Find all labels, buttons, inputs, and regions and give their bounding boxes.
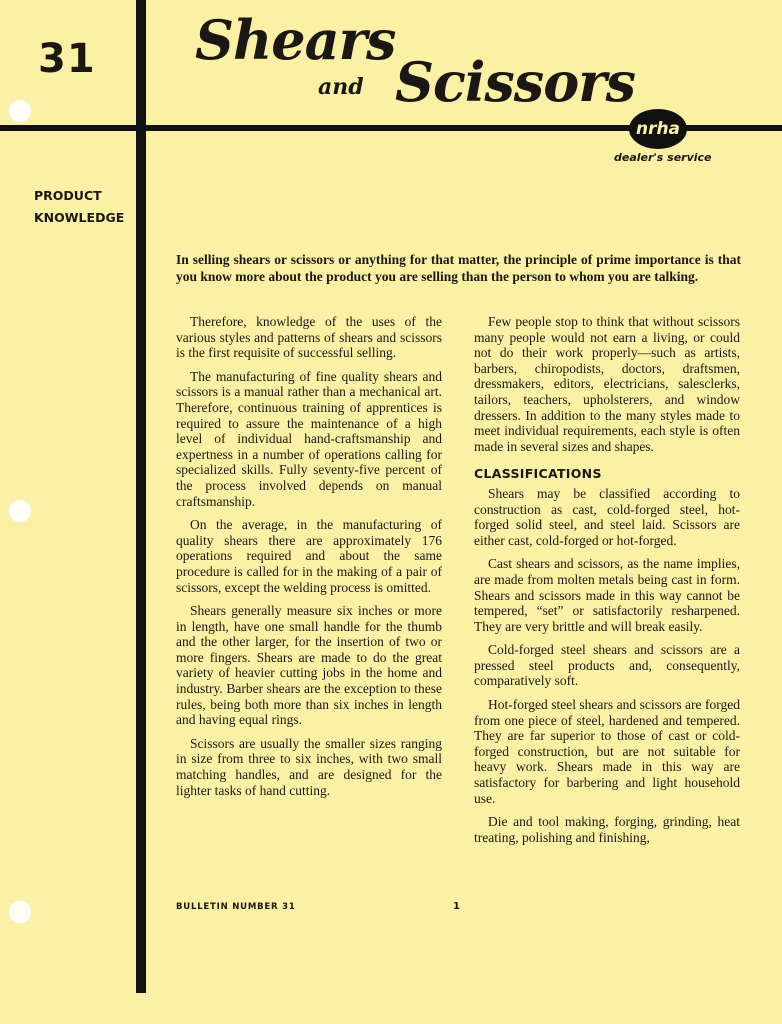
- logo-text: nrha: [635, 119, 681, 139]
- left-paragraph: Shears generally measure six inches or more in length, have one small handle for the thumb and the other larger, for the insertion of two or more fingers. Shears are made to do the great variety of heavier cutting jobs in the home and industry. Barber shears are the exception to these rules, being both more than six inches in length and having equal rings.: [176, 603, 442, 728]
- binder-hole-bottom: [8, 900, 32, 924]
- left-paragraph: Therefore, knowledge of the uses of the various styles and patterns of shears and scissors is the first requisite of successful selling.: [176, 314, 442, 361]
- left-column: [176, 314, 442, 806]
- right-paragraph: Cast shears and scissors, as the name implies, are made from molten metals being cast in form. Shears and scissors made in this way cannot be tempered, “set” or satisfactorily resharpened. They are very brittle and will break easily.: [474, 556, 740, 634]
- title-scissors: Scissors: [395, 50, 636, 114]
- right-paragraph: Die and tool making, forging, grinding, heat treating, polishing and finishing,: [474, 814, 740, 845]
- right-paragraph: Hot-forged steel shears and scissors are forged from one piece of steel, hardened and tempered. They are far superior to those of cast or cold-forged construction, but are not suitable for heavy work. Shears made in this way are satisfactory for barbering and light household use.: [474, 697, 740, 806]
- right-paragraph: Shears may be classified according to construction as cast, cold-forged steel, hot-forged solid steel, and steel laid. Scissors are either cast, cold-forged or hot-forged.: [474, 485, 740, 548]
- vertical-rule: [136, 0, 146, 993]
- left-paragraph: The manufacturing of fine quality shears and scissors is a manual rather than a mechanical art. Therefore, continuous training of apprentices is required to assure the maintenance of a high level of individual hand-craftsmanship and expertness in a number of operations calling for specialized skills. Fully seventy-five percent of the process involved depends on manual craftsmanship.: [176, 368, 442, 509]
- section-label: [34, 185, 124, 229]
- section-label-line1: PRODUCT: [34, 188, 102, 203]
- binder-hole-middle: [8, 499, 32, 523]
- title-shears: Shears: [195, 8, 396, 72]
- footer-bulletin-label: BULLETIN NUMBER 31: [176, 902, 296, 912]
- intro-paragraph: In selling shears or scissors or anything for that matter, the principle of prime importance is that you know more about the product you are selling than the person to whom you are talking.: [176, 252, 741, 284]
- left-paragraph: Scissors are usually the smaller sizes ranging in size from three to six inches, with two small matching handles, and are designed for the lighter tasks of hand cutting.: [176, 735, 442, 798]
- classifications-heading: CLASSIFICATIONS: [474, 466, 602, 482]
- left-paragraph: On the average, in the manufacturing of quality shears there are approximately 176 operations required and about the same procedure is called for in the making of a pair of scissors, except the welding process is omitted.: [176, 517, 442, 595]
- section-label-line2: KNOWLEDGE: [34, 210, 125, 225]
- right-intro-paragraph: Few people stop to think that without scissors many people would not earn a living, or could not do their work properly—such as artists, barbers, chiropodists, doctors, draftsmen, dressmakers, editors, electricians, salesclerks, tailors, teachers, upholsterers, and window dressers. In addition to the many styles made to meet individual requirements, each style is often made in several sizes and shapes.: [474, 314, 740, 454]
- nrha-logo: [629, 109, 687, 149]
- right-paragraph: Cold-forged steel shears and scissors are a pressed steel products and, consequently, comparatively soft.: [474, 642, 740, 689]
- page-number: 1: [453, 901, 460, 912]
- title-and: and: [318, 74, 364, 100]
- bulletin-number: 31: [38, 36, 96, 82]
- binder-hole-top: [8, 99, 32, 123]
- logo-caption: dealer's service: [614, 151, 712, 164]
- right-column: [474, 314, 740, 853]
